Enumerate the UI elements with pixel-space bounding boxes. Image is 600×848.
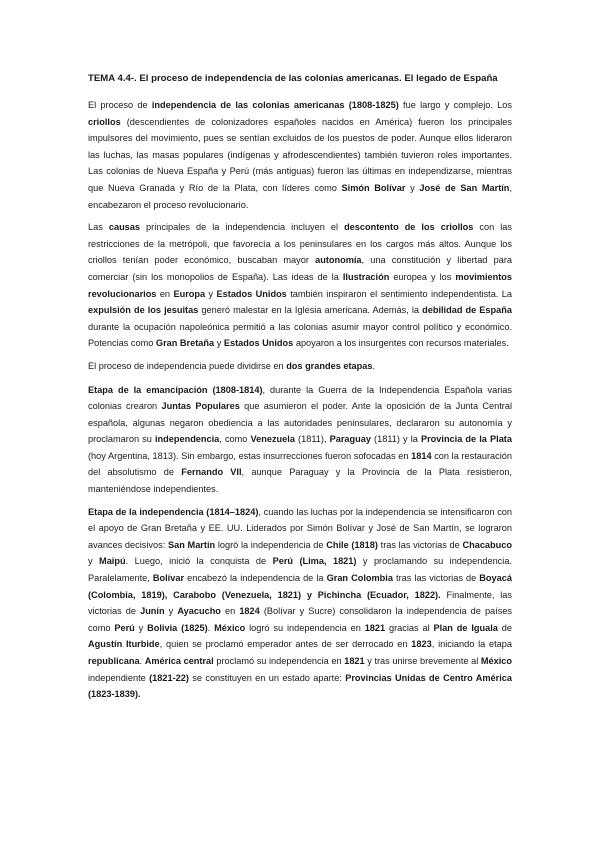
text-run: (Bolívar y Sucre) consolidaron la independencia de países como: [88, 606, 513, 633]
bold-text-run: Chile (1818): [326, 539, 378, 550]
paragraph-intro: [88, 97, 512, 213]
bold-text-run: Simón Bolívar: [341, 182, 406, 193]
bold-text-run: Provincias Unidas de Centro América (1823-1839).: [88, 672, 512, 700]
text-run: (1811) y la: [370, 434, 421, 445]
text-run: , una constitución y libertad para comerciar (sin los monopolios de España). Las ideas de la: [88, 255, 512, 282]
bold-text-run: San Martín: [167, 539, 216, 550]
text-run: . Luego, inició la conquista de: [125, 556, 273, 567]
text-run: (1811),: [294, 434, 330, 445]
text-run: en: [220, 606, 240, 617]
bold-text-run: dos grandes etapas: [286, 360, 373, 371]
bold-text-run: José de San Martín: [419, 182, 510, 193]
text-run: logró su independencia en: [245, 622, 365, 633]
text-run: tras las victorias de: [392, 573, 480, 584]
paragraph-independence-stage: [88, 504, 512, 703]
bold-text-run: Perú (Lima, 1821): [272, 556, 357, 567]
bold-text-run: 1821: [364, 622, 386, 633]
text-run: y: [405, 182, 420, 193]
bold-text-run: Venezuela: [250, 434, 295, 445]
paragraph-emancipation-stage: [88, 382, 512, 498]
bold-text-run: Maipú: [99, 556, 126, 567]
bold-text-run: Plan de Iguala: [433, 622, 498, 633]
text-run: en: [156, 288, 174, 299]
bold-text-run: criollos: [88, 116, 121, 127]
text-run: apoyaron a los insurgentes con recursos materiales.: [293, 338, 509, 349]
paragraph-stages-intro: [88, 358, 512, 375]
bold-text-run: Chacabuco: [462, 539, 512, 550]
bold-text-run: Junín: [140, 606, 165, 617]
text-run: con las restricciones de la metrópoli, que favorecía a los peninsulares en los cargos más altos. Aunque los criollos tenían poder económico, buscaban mayor: [88, 222, 512, 266]
bold-text-run: 1821: [344, 656, 365, 666]
text-run: independiente: [88, 672, 150, 683]
bold-text-run: causas: [108, 222, 141, 233]
bold-text-run: Gran Colombia: [326, 573, 393, 584]
bold-text-run: Gran Bretaña: [155, 338, 215, 349]
bold-text-run: Agustín Iturbide: [88, 639, 160, 650]
bold-text-run: Fernando VII: [181, 467, 242, 478]
bold-text-run: México: [214, 622, 246, 633]
bold-text-run: Paraguay: [329, 434, 371, 445]
bold-text-run: Etapa de la independencia (1814–1824): [88, 506, 259, 517]
text-run: , iniciando la etapa: [431, 639, 513, 650]
text-run: , quien se proclamó emperador antes de ser derrocado en: [159, 639, 412, 650]
bold-text-run: Estados Unidos: [223, 338, 294, 349]
text-run: se constituyen en un estado aparte:: [188, 672, 346, 683]
bold-text-run: 1814: [411, 450, 432, 461]
bold-text-run: Ilustración: [342, 271, 390, 282]
bold-text-run: Boyacá (Colombia, 1819), Carabobo (Venezuela, 1821) y Pichincha (Ecuador, 1822).: [88, 573, 512, 600]
bold-text-run: Ayacucho: [177, 606, 221, 617]
bold-text-run: descontento de los criollos: [344, 222, 474, 233]
text-run: con la restauración del absolutismo de: [88, 450, 512, 478]
bold-text-run: expulsión de los jesuitas: [88, 305, 199, 316]
text-run: El proceso de independencia puede dividirse en: [88, 360, 287, 371]
text-run: Las: [88, 222, 109, 233]
paragraph-causes: [88, 219, 512, 352]
text-run: (descendientes de colonizadores españoles nacidos en América) fueron los principales impulsores del movimiento, pues se sentían excluidos de los puestos de poder. Aunque ellos lideraron las luchas, las masas populares (indígenas y afrodescendientes) también tuvieron roles importantes. Las colonias de Nueva España y Perú (más antiguas) fueron las últimas en independizarse, mientras que Nueva Granada y Río de la Plata, con líderes como: [88, 116, 512, 193]
text-run: , cuando las luchas por la independencia se intensificaron con el apoyo de Gran Bretaña y EE. UU. Liderados por Simón Bolívar y José de San Martín, se lograron avances decisivos:: [88, 506, 513, 550]
text-run: y proclamando su independencia. Paralelamente,: [88, 556, 512, 584]
text-run: , durante la Guerra de la Independencia Española varias colonias crearon: [88, 384, 512, 412]
text-run: proclamó su independencia en: [213, 656, 345, 666]
text-run: .: [372, 360, 376, 371]
bold-text-run: Estados Unidos: [216, 288, 287, 299]
text-run: logró la independencia de: [215, 539, 327, 550]
text-run: Finalmente, las victorias de: [88, 589, 512, 617]
bold-text-run: México: [480, 656, 512, 666]
text-run: de: [497, 622, 513, 633]
text-run: y: [205, 288, 217, 299]
text-run: europea y los: [389, 271, 456, 282]
bold-text-run: 1824: [239, 606, 260, 617]
text-run: también inspiraron el sentimiento independentista. La: [286, 288, 513, 299]
text-run: El proceso de: [88, 100, 152, 110]
bold-text-run: 1823: [411, 639, 432, 650]
text-run: , aunque Paraguay y la Provincia de la Plata resistieron, manteniéndose independientes.: [88, 467, 512, 495]
text-run: .: [207, 622, 215, 633]
bold-text-run: América central: [144, 656, 214, 666]
text-run: y: [164, 606, 178, 617]
bold-text-run: Juntas Populares: [161, 401, 240, 412]
bold-text-run: republicana: [88, 656, 140, 666]
bold-text-run: Etapa de la emancipación (1808-1814): [88, 384, 263, 395]
bold-text-run: independencia de las colonias americanas (1808-1825): [151, 100, 399, 110]
text-run: fue largo y complejo. Los: [398, 100, 512, 110]
bold-text-run: independencia: [154, 434, 220, 445]
text-run: , como: [219, 434, 251, 445]
text-run: generó malestar en la Iglesia americana. Además, la: [198, 305, 423, 316]
text-run: , encabezaron el proceso revolucionario.: [88, 182, 512, 210]
text-run: que asumieron el poder. Ante la oposición de la Junta Central española, algunas negaron obediencia a las autoridades peninsulares, declararon su autonomía y proclamaron su: [88, 401, 513, 445]
text-run: gracias al: [385, 622, 434, 633]
bold-text-run: Bolívar: [152, 573, 185, 584]
bold-text-run: Perú: [114, 622, 135, 633]
bold-text-run: movimientos revolucionarios: [88, 271, 512, 299]
bold-text-run: (1821-22): [149, 672, 189, 683]
bold-text-run: debilidad de España: [422, 305, 512, 316]
text-run: y: [88, 556, 100, 567]
bold-text-run: Provincia de la Plata: [420, 434, 512, 445]
text-run: principales de la independencia incluyen el: [140, 222, 345, 233]
text-run: encabezó la independencia de la: [184, 573, 327, 584]
bold-text-run: Europa: [173, 288, 206, 299]
text-run: durante la ocupación napoleónica permitió a las colonias asumir mayor control político y económico. Potencias como: [88, 321, 512, 349]
bold-text-run: Bolivia (1825): [147, 622, 208, 633]
text-run: (hoy Argentina, 1813). Sin embargo, estas insurrecciones fueron sofocadas en: [88, 450, 412, 461]
text-run: .: [139, 656, 145, 666]
text-run: y: [214, 338, 224, 349]
bold-text-run: autonomía: [315, 255, 362, 266]
text-run: y: [134, 622, 148, 633]
document-title: TEMA 4.4-. El proceso de independencia de las colonias americanas. El legado de España: [88, 73, 498, 84]
text-run: tras las victorias de: [377, 539, 463, 550]
text-run: y tras unirse brevemente al: [364, 656, 481, 666]
